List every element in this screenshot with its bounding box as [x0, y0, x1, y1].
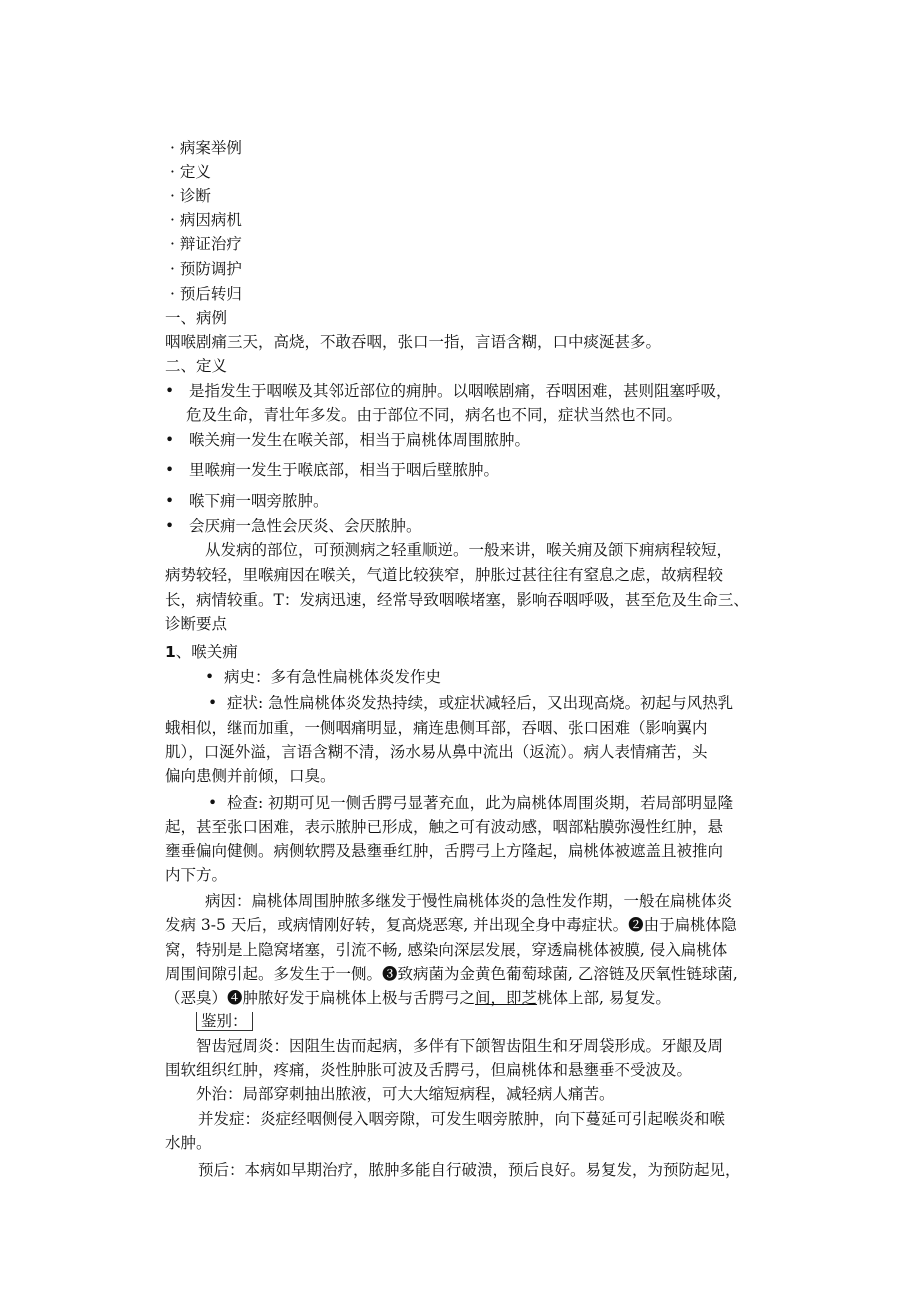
- complication-line: 水肿。: [165, 1134, 212, 1152]
- differential-line: 智齿冠周炎：因阻生齿而起病，多伴有下颌智齿阻生和牙周袋形成。牙龈及周: [196, 1037, 724, 1055]
- differential-label: 鉴别：: [196, 1010, 253, 1032]
- history-line: • 病史：多有急性扁桃体炎发作史: [205, 668, 442, 686]
- definition-item: • 里喉痈一发生于喉底部，相当于咽后壁脓肿。: [165, 461, 499, 479]
- toc-item: · 辩证治疗: [170, 235, 242, 253]
- paragraph-line: 从发病的部位，可预测病之轻重顺逆。一般来讲，喉关痈及颌下痈病程较短，: [205, 541, 733, 559]
- complication-line: 并发症：炎症经咽侧侵入咽旁隙，可发生咽旁脓肿，向下蔓延可引起喉炎和喉: [198, 1110, 726, 1128]
- definition-item-cont: 危及生命，青壮年多发。由于部位不同，病名也不同，症状当然也不同。: [186, 406, 683, 424]
- symptoms-line: 偏向患侧并前倾，口臭。: [165, 767, 336, 785]
- prognosis-line: 预后：本病如早期治疗，脓肿多能自行破溃，预后良好。易复发，为预防起见，: [198, 1161, 741, 1179]
- cause-line: 窝，特别是上隐窝堵塞，引流不畅, 感染向深层发展，穿透扁桃体被膜, 侵入扁桃体: [165, 941, 728, 959]
- definition-item: • 是指发生于咽喉及其邻近部位的痈肿。以咽喉剧痛，吞咽困难，甚则阻塞呼吸，: [165, 382, 732, 400]
- cause-line: （恶臭）❹肿脓好发于扁桃体上极与舌腭弓之间，即芝桃体上部, 易复发。: [165, 989, 671, 1007]
- section-heading: 一、病例: [165, 309, 228, 327]
- exam-line: • 检查: 初期可见一侧舌腭弓显著充血，此为扁桃体周围炎期，若局部明显隆: [208, 794, 734, 812]
- symptoms-line: 蛾相似，继而加重，一侧咽痛明显，痛连患侧耳部，吞咽、张口困难（影响翼内: [165, 719, 708, 737]
- exam-line: 内下方。: [165, 866, 228, 884]
- case-text: 咽喉剧痛三天，高烧，不敢吞咽，张口一指，言语含糊，口中痰涎甚多。: [165, 333, 662, 351]
- paragraph-line: 诊断要点: [165, 615, 228, 633]
- cause-line: 病因：扁桃体周围肿脓多继发于慢性扁桃体炎的急性发作期，一般在扁桃体炎: [205, 892, 733, 910]
- subsection-heading: 1、喉关痈: [165, 643, 238, 661]
- toc-item: · 预防调护: [170, 260, 242, 278]
- paragraph-line: 病势较轻，里喉痈因在喉关，气道比较狭窄，肿胀过甚往往有窒息之虑，故病程较: [165, 566, 724, 584]
- definition-item: • 喉下痈一咽旁脓肿。: [165, 492, 329, 510]
- toc-item: · 定义: [170, 163, 211, 181]
- cause-line: 周围间隙引起。多发生于一侧。❸致病菌为金黄色葡萄球菌, 乙溶链及厌氧性链球菌,: [165, 965, 738, 983]
- symptoms-line: 肌），口涎外溢，言语含糊不清，汤水易从鼻中流出（返流）。病人表情痛苦，头: [165, 743, 708, 761]
- toc-item: · 病案举例: [170, 139, 242, 157]
- symptoms-line: • 症状: 急性扁桃体炎发热持续，或症状减轻后，又出现高烧。初起与风热乳: [208, 694, 734, 712]
- exam-line: 壅垂偏向健侧。病侧软腭及悬壅垂红肿，舌腭弓上方隆起，扁桃体被遮盖且被推向: [165, 842, 724, 860]
- toc-item: · 预后转归: [170, 285, 242, 303]
- differential-line: 围软组织红肿，疼痛，炎性肿胀可波及舌腭弓，但扁桃体和悬壅垂不受波及。: [165, 1061, 693, 1079]
- definition-item: • 会厌痈一急性会厌炎、会厌脓肿。: [165, 517, 422, 535]
- definition-item: • 喉关痈一发生在喉关部，相当于扁桃体周围脓肿。: [165, 431, 530, 449]
- treatment-line: 外治：局部穿刺抽出脓液，可大大缩短病程，减轻病人痛苦。: [196, 1085, 615, 1103]
- section-heading: 二、定义: [165, 357, 228, 375]
- cause-line: 发病 3-5 天后，或病情刚好转，复高烧恶寒, 并出现全身中毒症状。❷由于扁桃体隐: [165, 916, 737, 934]
- paragraph-line: 长，病情较重。T：发病迅速，经常导致咽喉堵塞，影响吞咽呼吸，甚至危及生命三、: [165, 591, 749, 609]
- toc-item: · 病因病机: [170, 211, 242, 229]
- toc-item: · 诊断: [170, 187, 211, 205]
- exam-line: 起，甚至张口困难，表示脓肿已形成，触之可有波动感，咽部粘膜弥漫性红肿，悬: [165, 818, 724, 836]
